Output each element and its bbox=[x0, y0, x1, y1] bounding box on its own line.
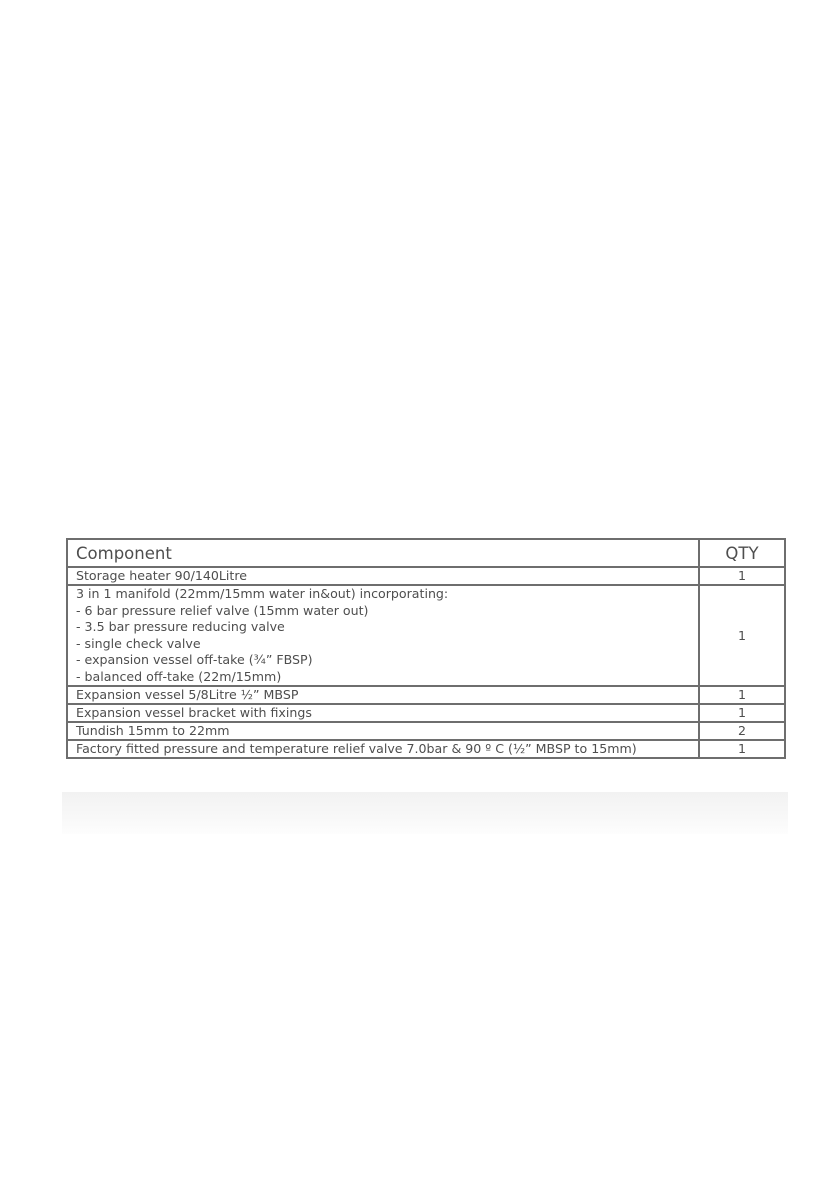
component-subitem: - balanced off-take (22m/15mm) bbox=[76, 668, 282, 684]
component-subitem: - single check valve bbox=[76, 635, 201, 651]
component-cell bbox=[67, 722, 699, 740]
qty-cell: 1 bbox=[699, 686, 785, 704]
table-row bbox=[67, 567, 785, 585]
component-name: Tundish 15mm to 22mm bbox=[76, 723, 230, 738]
component-cell bbox=[67, 686, 699, 704]
qty-cell: 1 bbox=[699, 740, 785, 758]
component-cell bbox=[67, 567, 699, 585]
component-cell bbox=[67, 585, 699, 686]
components-table-container bbox=[66, 538, 784, 759]
component-name: Expansion vessel 5/8Litre ½” MBSP bbox=[76, 687, 299, 702]
component-name: Storage heater 90/140Litre bbox=[76, 568, 247, 583]
component-subitem: - expansion vessel off-take (¾” FBSP) bbox=[76, 652, 313, 667]
component-column-header: Component bbox=[67, 539, 699, 567]
qty-cell: 1 bbox=[699, 704, 785, 722]
component-name: Expansion vessel bracket with fixings bbox=[76, 705, 312, 720]
component-cell bbox=[67, 704, 699, 722]
components-table bbox=[66, 538, 786, 759]
table-row bbox=[67, 585, 785, 686]
qty-cell: 2 bbox=[699, 722, 785, 740]
component-cell bbox=[67, 740, 699, 758]
qty-cell: 1 bbox=[699, 567, 785, 585]
table-header-row bbox=[67, 539, 785, 567]
table-row bbox=[67, 740, 785, 758]
table-shadow-band bbox=[62, 792, 788, 834]
table-row bbox=[67, 722, 785, 740]
qty-column-header: QTY bbox=[699, 539, 785, 567]
table-row bbox=[67, 704, 785, 722]
qty-cell: 1 bbox=[699, 585, 785, 686]
component-subitem: - 3.5 bar pressure reducing valve bbox=[76, 619, 285, 634]
table-row bbox=[67, 686, 785, 704]
component-name: 3 in 1 manifold (22mm/15mm water in&out) incorporating: bbox=[76, 586, 449, 601]
component-subitem: - 6 bar pressure relief valve (15mm water out) bbox=[76, 602, 369, 618]
component-name: Factory fitted pressure and temperature relief valve 7.0bar & 90 º C (½” MBSP to 15mm) bbox=[76, 741, 637, 756]
